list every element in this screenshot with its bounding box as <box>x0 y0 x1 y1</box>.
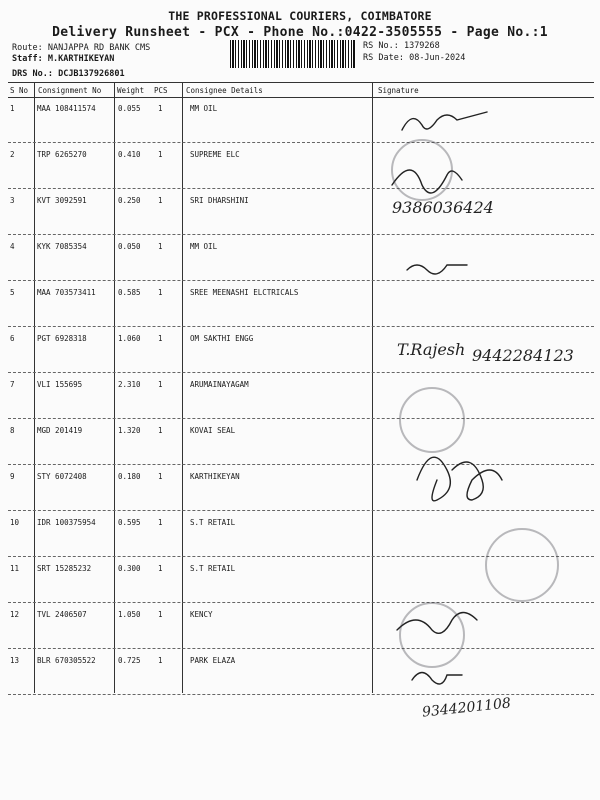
route-value: NANJAPPA RD BANK CMS <box>47 43 151 53</box>
staff-line <box>12 54 114 64</box>
row-weight: 1.320 <box>118 426 141 435</box>
rs-date-label: RS Date: <box>363 53 404 63</box>
row-weight: 1.050 <box>118 610 141 619</box>
handwritten-phone-row-6: 9442284123 <box>472 346 574 365</box>
row-sno: 9 <box>10 472 15 481</box>
route-line <box>12 43 150 53</box>
row-consignment-no: TVL 2406507 <box>37 610 87 619</box>
row-consignee: SREE MEENASHI ELCTRICALS <box>190 288 299 297</box>
row-consignment-no: BLR 670305522 <box>37 656 96 665</box>
row-weight: 0.300 <box>118 564 141 573</box>
rs-no-value: 1379268 <box>403 41 440 51</box>
row-weight: 0.055 <box>118 104 141 113</box>
row-pcs: 1 <box>158 196 163 205</box>
row-consignee: KOVAI SEAL <box>190 426 236 435</box>
row-sno: 5 <box>10 288 15 297</box>
row-pcs: 1 <box>158 610 163 619</box>
row-weight: 0.180 <box>118 472 141 481</box>
row-consignee: SUPREME ELC <box>190 150 240 159</box>
row-consignee: KARTHIKEYAN <box>190 472 240 481</box>
stamp-row-10 <box>486 529 558 601</box>
signature-row-1 <box>402 112 487 130</box>
row-pcs: 1 <box>158 380 163 389</box>
row-pcs: 1 <box>158 242 163 251</box>
drs-value: DCJB137926801 <box>58 69 125 79</box>
stamp-row-7 <box>400 388 464 452</box>
drs-line <box>12 69 125 79</box>
handwritten-name-row-6: T.Rajesh <box>397 340 466 359</box>
row-sno: 3 <box>10 196 15 205</box>
row-pcs: 1 <box>158 334 163 343</box>
stamp-row-2 <box>392 140 452 200</box>
row-weight: 1.060 <box>118 334 141 343</box>
signature-row-9 <box>452 462 502 500</box>
row-consignee: MM OIL <box>190 104 218 113</box>
column-header-sno: S No <box>10 86 29 95</box>
row-consignment-no: KVT 3092591 <box>37 196 87 205</box>
route-label: Route: <box>12 43 43 53</box>
document-subtitle: Delivery Runsheet - PCX - Phone No.:0422-3505555 - Page No.:1 <box>52 25 548 40</box>
row-weight: 0.595 <box>118 518 141 527</box>
row-pcs: 1 <box>158 104 163 113</box>
column-header-consignment: Consignment No <box>38 86 102 95</box>
row-pcs: 1 <box>158 150 163 159</box>
row-sno: 6 <box>10 334 15 343</box>
row-consignment-no: IDR 100375954 <box>37 518 96 527</box>
row-consignee: S.T RETAIL <box>190 564 236 573</box>
signature-row-13 <box>412 673 462 685</box>
staff-label: Staff: <box>12 54 43 64</box>
row-consignment-no: PGT 6928318 <box>37 334 87 343</box>
row-consignment-no: VLI 155695 <box>37 380 83 389</box>
column-header-consignee: Consignee Details <box>186 86 263 95</box>
row-pcs: 1 <box>158 472 163 481</box>
rs-date-line <box>363 53 465 63</box>
row-weight: 0.585 <box>118 288 141 297</box>
row-consignee: MM OIL <box>190 242 218 251</box>
column-header-pcs: PCS <box>154 86 168 95</box>
row-sno: 1 <box>10 104 15 113</box>
row-sno: 13 <box>10 656 20 665</box>
rs-no-label: RS No.: <box>363 41 399 51</box>
row-consignment-no: MAA 108411574 <box>37 104 96 113</box>
row-sno: 7 <box>10 380 15 389</box>
row-consignment-no: MGD 201419 <box>37 426 83 435</box>
signature-row-8 <box>417 457 450 501</box>
row-sno: 8 <box>10 426 15 435</box>
row-weight: 2.310 <box>118 380 141 389</box>
row-consignment-no: SRT 15285232 <box>37 564 92 573</box>
row-weight: 0.725 <box>118 656 141 665</box>
row-consignee: S.T RETAIL <box>190 518 236 527</box>
column-header-weight: Weight <box>117 86 145 95</box>
signature-area <box>372 90 597 740</box>
signature-row-12 <box>397 613 477 634</box>
row-weight: 0.250 <box>118 196 141 205</box>
row-consignment-no: TRP 6265270 <box>37 150 87 159</box>
row-weight: 0.050 <box>118 242 141 251</box>
drs-label: DRS No.: <box>12 69 53 79</box>
row-pcs: 1 <box>158 656 163 665</box>
row-weight: 0.410 <box>118 150 141 159</box>
stamp-row-12 <box>400 603 464 667</box>
rs-no-line <box>363 41 440 51</box>
row-consignment-no: MAA 703573411 <box>37 288 96 297</box>
row-consignee: OM SAKTHI ENGG <box>190 334 254 343</box>
row-sno: 11 <box>10 564 20 573</box>
table-top-border <box>8 82 594 83</box>
row-consignee: KENCY <box>190 610 213 619</box>
row-consignee: ARUMAINAYAGAM <box>190 380 249 389</box>
handwritten-phone-row-13: 9344201108 <box>421 695 512 721</box>
signature-row-4 <box>407 265 467 274</box>
row-pcs: 1 <box>158 518 163 527</box>
rs-date-value: 08-Jun-2024 <box>409 53 466 63</box>
row-sno: 10 <box>10 518 20 527</box>
row-consignment-no: KYK 7085354 <box>37 242 87 251</box>
document-title: THE PROFESSIONAL COURIERS, COIMBATORE <box>168 9 432 23</box>
row-consignee: SRI DHARSHINI <box>190 196 249 205</box>
row-consignment-no: STY 6072408 <box>37 472 87 481</box>
row-pcs: 1 <box>158 288 163 297</box>
signatures-handwriting <box>372 90 597 740</box>
column-header-signature: Signature <box>378 86 419 95</box>
row-sno: 2 <box>10 150 15 159</box>
row-consignee: PARK ELAZA <box>190 656 236 665</box>
row-sno: 4 <box>10 242 15 251</box>
row-pcs: 1 <box>158 564 163 573</box>
handwritten-phone-row-3: 9386036424 <box>392 198 494 217</box>
row-pcs: 1 <box>158 426 163 435</box>
row-sno: 12 <box>10 610 20 619</box>
staff-value: M.KARTHIKEYAN <box>47 54 115 64</box>
barcode <box>230 40 356 68</box>
